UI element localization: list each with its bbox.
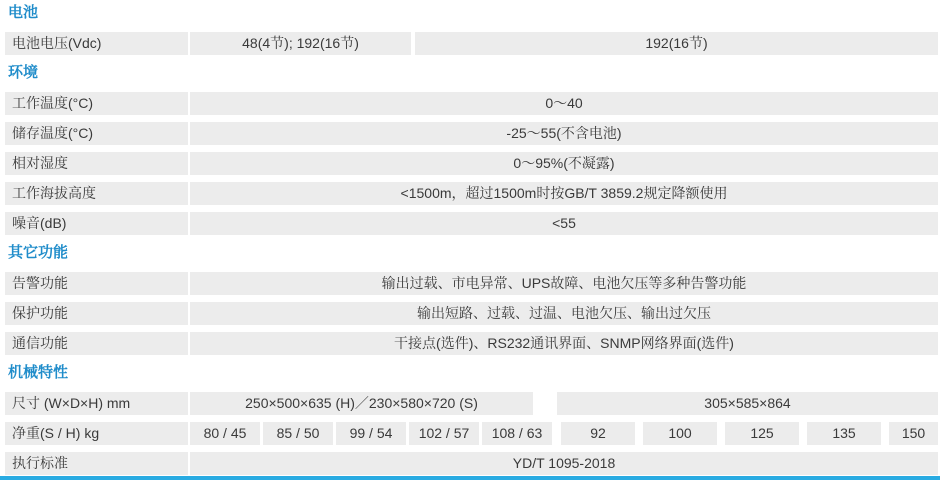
section-environment bbox=[0, 55, 940, 235]
row-label: 通信功能 bbox=[5, 332, 188, 355]
row-value: 125 bbox=[725, 422, 799, 445]
row-value: 108 / 63 bbox=[482, 422, 552, 445]
row-value: 305×585×864 bbox=[557, 392, 938, 415]
row-value: 100 bbox=[643, 422, 717, 445]
row-label: 净重(S / H) kg bbox=[5, 422, 188, 445]
row-value: 99 / 54 bbox=[336, 422, 406, 445]
table-row-dimensions bbox=[5, 392, 938, 415]
row-value: 192(16节) bbox=[415, 32, 938, 55]
row-value: 80 / 45 bbox=[190, 422, 260, 445]
row-value: YD/T 1095-2018 bbox=[190, 452, 938, 475]
row-label: 工作温度(°C) bbox=[5, 92, 188, 115]
table-row-protection bbox=[5, 302, 938, 325]
section-other-functions bbox=[0, 235, 940, 355]
row-value: 0～95%(不凝露) bbox=[190, 152, 938, 175]
table-row-humidity bbox=[5, 152, 938, 175]
row-value: 85 / 50 bbox=[263, 422, 333, 445]
row-label: 储存温度(°C) bbox=[5, 122, 188, 145]
row-label: 告警功能 bbox=[5, 272, 188, 295]
row-value: 102 / 57 bbox=[409, 422, 479, 445]
table-row-noise bbox=[5, 212, 938, 235]
row-value: 92 bbox=[561, 422, 635, 445]
table-row-storage-temp bbox=[5, 122, 938, 145]
row-label: 噪音(dB) bbox=[5, 212, 188, 235]
row-value: 48(4节); 192(16节) bbox=[190, 32, 411, 55]
row-value: 150 bbox=[889, 422, 938, 445]
row-value: <1500m，超过1500m时按GB/T 3859.2规定降额使用 bbox=[190, 182, 938, 205]
table-row-altitude bbox=[5, 182, 938, 205]
table-row-communication bbox=[5, 332, 938, 355]
section-title-mechanical: 机械特性 bbox=[8, 364, 69, 381]
row-value: -25～55(不含电池) bbox=[190, 122, 938, 145]
row-value: 输出短路、过载、过温、电池欠压、输出过欠压 bbox=[190, 302, 938, 325]
row-label: 保护功能 bbox=[5, 302, 188, 325]
section-title-battery: 电池 bbox=[8, 4, 39, 21]
section-title-environment: 环境 bbox=[8, 64, 39, 81]
row-label: 电池电压(Vdc) bbox=[5, 32, 188, 55]
row-value: 135 bbox=[807, 422, 881, 445]
row-label: 工作海拔高度 bbox=[5, 182, 188, 205]
table-row-alarm bbox=[5, 272, 938, 295]
section-battery bbox=[0, 5, 940, 55]
table-row-net-weight bbox=[5, 422, 938, 445]
bottom-divider bbox=[0, 476, 940, 480]
row-value: 0～40 bbox=[190, 92, 938, 115]
row-value: 干接点(选件)、RS232通讯界面、SNMP网络界面(选件) bbox=[190, 332, 938, 355]
table-row-standard bbox=[5, 452, 938, 475]
row-value: 输出过载、市电异常、UPS故障、电池欠压等多种告警功能 bbox=[190, 272, 938, 295]
row-label: 尺寸 (W×D×H) mm bbox=[5, 392, 188, 415]
row-label: 执行标准 bbox=[5, 452, 188, 475]
row-value: <55 bbox=[190, 212, 938, 235]
section-title-other-functions: 其它功能 bbox=[8, 244, 69, 261]
table-row-operating-temp bbox=[5, 92, 938, 115]
row-value: 250×500×635 (H)／230×580×720 (S) bbox=[190, 392, 533, 415]
table-row-battery-voltage bbox=[5, 32, 938, 55]
row-label: 相对湿度 bbox=[5, 152, 188, 175]
section-mechanical bbox=[0, 355, 940, 475]
